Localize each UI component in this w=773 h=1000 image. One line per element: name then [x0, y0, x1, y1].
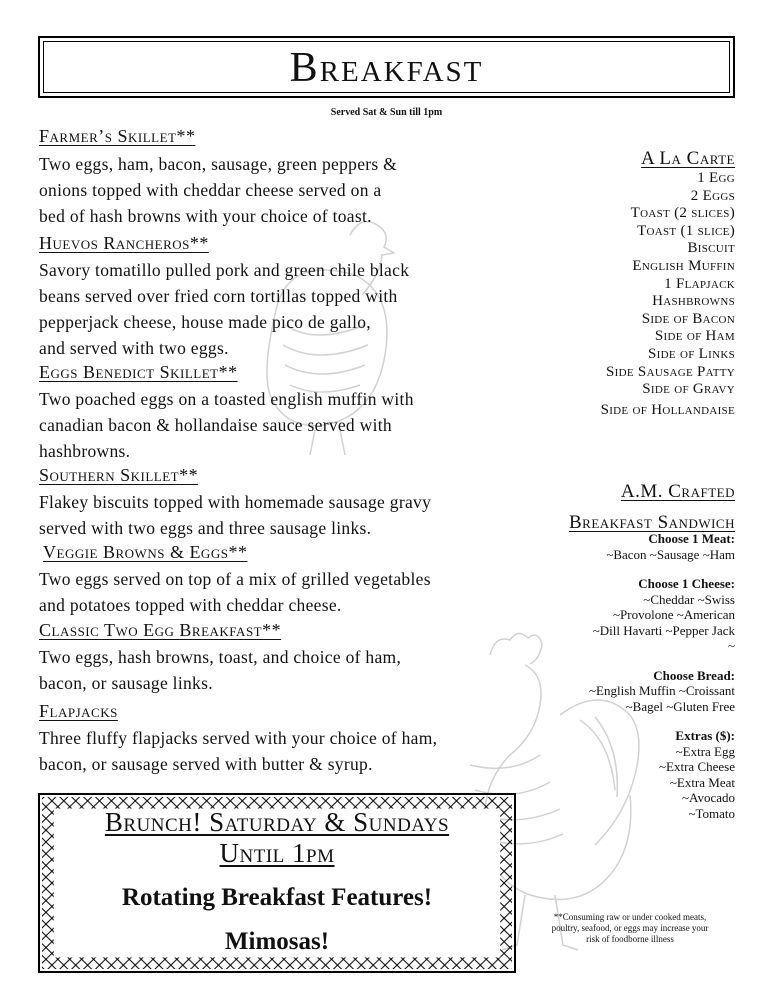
- item-name-veggie-browns: Veggie Browns & Eggs**: [43, 542, 248, 562]
- item-desc-classic-two-egg: Two eggs, hash browns, toast, and choice of ham, bacon, or sausage links.: [39, 647, 402, 693]
- extras-item: ~Avocado: [682, 790, 735, 805]
- brunch-content: [40, 807, 514, 957]
- food-safety-disclaimer: **Consuming raw or under cooked meats, poultry, seafood, or eggs may increase your risk of foodborne illness: [551, 912, 709, 944]
- item-desc-farmers-skillet: Two eggs, ham, bacon, sausage, green peppers & onions topped with cheddar cheese served on a bed of hash browns with your choice of toast.: [39, 154, 398, 226]
- a-la-carte-item: Side of Gravy: [642, 381, 735, 398]
- item-desc-huevos-rancheros: Savory tomatillo pulled pork and green chile black beans served over fried corn tortillas topped with pepperjack cheese, house made pico de gallo, and served with two eggs.: [39, 260, 410, 358]
- bread-options: ~English Muffin ~Croissant: [589, 683, 735, 698]
- brunch-box: [38, 793, 516, 973]
- item-name-southern-skillet: Southern Skillet**: [39, 465, 199, 485]
- cheese-options: ~Provolone ~American: [612, 607, 735, 622]
- extras-item: ~Extra Egg: [675, 743, 735, 759]
- brunch-mimosas: Mimosas!: [224, 928, 330, 955]
- item-desc-eggs-benedict-skillet: Two poached eggs on a toasted english muffin with canadian bacon & hollandaise sauce served with hashbrowns.: [39, 389, 414, 461]
- cheese-options: ~Cheddar ~Swiss: [643, 591, 735, 607]
- a-la-carte-item: 2 Eggs: [690, 187, 735, 204]
- page-title: Breakfast: [289, 45, 484, 91]
- extras-item: ~Tomato: [688, 805, 735, 821]
- cheese-heading: Choose 1 Cheese:: [638, 576, 735, 591]
- bread-options: ~Bagel ~Gluten Free: [625, 698, 735, 714]
- bread-heading: Choose Bread:: [653, 667, 735, 683]
- cheese-options: ~Dill Havarti ~Pepper Jack: [592, 622, 735, 638]
- extras-heading: Extras ($):: [675, 728, 735, 743]
- a-la-carte-item: Side of Links: [648, 345, 735, 362]
- served-hours: Served Sat & Sun till 1pm: [330, 107, 443, 118]
- item-desc-southern-skillet: Flakey biscuits topped with homemade sausage gravy served with two eggs and three sausage links.: [39, 492, 432, 538]
- a-la-carte-list: [601, 170, 735, 419]
- a-la-carte-item: English Muffin: [632, 257, 735, 274]
- brunch-title-line2: Until 1pm: [219, 838, 335, 868]
- extras-item: ~Extra Cheese: [659, 759, 735, 774]
- a-la-carte-item: Side Sausage Patty: [606, 363, 735, 380]
- item-name-huevos-rancheros: Huevos Rancheros**: [39, 233, 209, 253]
- cheese-options: ~: [727, 638, 735, 653]
- a-la-carte-item: Biscuit: [687, 240, 735, 257]
- item-desc-flapjacks: Three fluffy flapjacks served with your choice of ham, bacon, or sausage served with butter & syrup.: [39, 728, 438, 774]
- a-la-carte-item: 1 Egg: [697, 170, 735, 186]
- meat-options: ~Bacon ~Sausage ~Ham: [606, 546, 735, 562]
- item-desc-veggie-browns: Two eggs served on top of a mix of grilled vegetables and potatoes topped with cheddar cheese.: [39, 569, 431, 615]
- meat-heading: Choose 1 Meat:: [648, 531, 735, 546]
- a-la-carte-item: Side of Bacon: [641, 310, 735, 327]
- a-la-carte-item: Side of Hollandaise: [600, 401, 735, 418]
- item-name-classic-two-egg: Classic Two Egg Breakfast**: [39, 620, 282, 640]
- brunch-title-line1: Brunch! Saturday & Sundays: [104, 807, 450, 837]
- extras-item: ~Extra Meat: [669, 774, 735, 790]
- a-la-carte-item: Hashbrowns: [652, 293, 735, 310]
- item-name-farmers-skillet: Farmer’s Skillet**: [39, 126, 196, 146]
- a-la-carte-title: A La Carte: [641, 148, 735, 169]
- brunch-feature: Rotating Breakfast Features!: [121, 884, 433, 911]
- item-name-eggs-benedict-skillet: Eggs Benedict Skillet**: [39, 362, 238, 382]
- sandwich-title: A.M. Crafted Breakfast Sandwich: [568, 481, 735, 533]
- a-la-carte-item: Toast (2 slices): [630, 205, 735, 222]
- sandwich-options: [589, 531, 735, 821]
- a-la-carte-item: Toast (1 slice): [637, 222, 735, 239]
- title-frame: [38, 36, 735, 98]
- a-la-carte-item: 1 Flapjack: [664, 275, 735, 292]
- item-name-flapjacks: Flapjacks: [39, 701, 118, 721]
- a-la-carte-item: Side of Ham: [654, 328, 735, 345]
